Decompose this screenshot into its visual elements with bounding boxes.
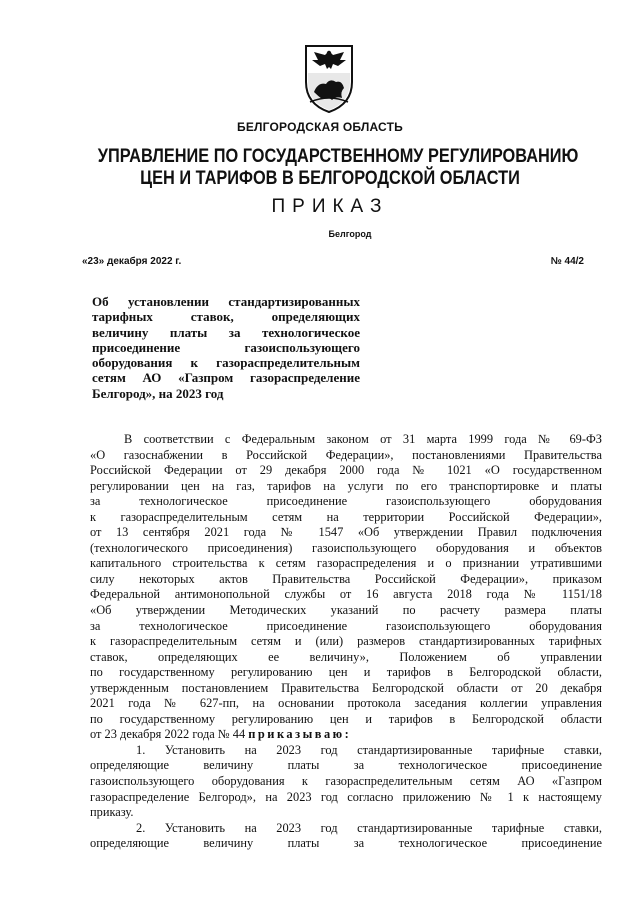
body-line: от 23 декабря 2022 года № 44 [90,727,246,742]
body-line: к газораспределительным сетям и (или) размеров стандартизированных тарифных [90,634,602,649]
item-1-line: 1. Установить на 2023 год стандартизированные тарифные ставки, [136,742,602,757]
body-line: регулировании цен на газ, тарифов на услуги по его транспортировке и платы [90,478,602,493]
body-line: утвержденным постановлением Правительства Белгородской области от 20 декабря [90,680,602,695]
body-line: «О газоснабжении в Российской Федерации», постановлениями Правительства [90,447,602,462]
subject-line: тарифных ставок, определяющих [92,309,360,325]
subject-block [92,294,360,401]
document-type: ПРИКАЗ [271,196,389,217]
body-line: от 13 сентября 2021 года № 1547 «Об утверждении Правил подключения [90,525,602,540]
subject-line: Об установлении стандартизированных [92,294,360,309]
region-name: БЕЛГОРОДСКАЯ ОБЛАСТЬ [237,120,403,134]
body-line: за технологическое присоединение газоиспользующего оборудования [90,494,602,509]
document-number: № 44/2 [550,256,584,267]
subject-line: величину платы за технологическое [92,324,360,340]
subject-line: присоединение газоиспользующего [92,339,360,355]
body-line: капитального строительства к сетям газораспределения и о признании утратившими [90,556,602,571]
item-2-line: определяющие величину платы за технологическое присоединение [90,836,602,851]
body-line: по государственному регулированию цен и тарифов в Белгородской области, [90,665,602,680]
coat-of-arms-icon [300,42,358,114]
body-line: В соответствии с Федеральным законом от 31 марта 1999 года № 69-ФЗ [124,432,602,446]
body-line: Федеральной антимонопольной службы от 16 августа 2018 года № 1151/18 [90,587,602,602]
body-line: 2021 года № 627-пп, на основании протокола заседания коллегии управления [90,696,602,711]
body-line: ставок, определяющих ее величину», Положением об управлении [90,649,602,664]
body-line: Российской Федерации от 29 декабря 2000 года № 1021 «О государственном [90,463,602,478]
city-name: Белгород [328,229,372,239]
document-date: «23» декабря 2022 г. [82,256,182,267]
agency-title-line: УПРАВЛЕНИЕ ПО ГОСУДАРСТВЕННОМУ РЕГУЛИРОВАНИЮ [97,146,579,167]
subject-line: Белгород», на 2023 год [92,385,224,401]
subject-line: сетям АО «Газпром газораспределение [92,370,360,386]
body-line: по государственному регулированию цен и тарифов в Белгородской области [90,711,602,726]
item-1-line: определяющие величину платы за технологическое присоединение [90,758,602,773]
order-word: приказываю: [248,727,352,742]
item-1-line: приказу. [90,805,134,820]
item-1-line: газоиспользующего оборудования к газораспределительным сетям АО «Газпром [90,774,602,789]
item-2-line: 2. Установить на 2023 год стандартизированные тарифные ставки, [136,820,602,835]
subject-line: оборудования к газораспределительным [92,355,360,371]
agency-title-line: ЦЕН И ТАРИФОВ В БЕЛГОРОДСКОЙ ОБЛАСТИ [140,168,520,189]
body-line-final [90,727,602,743]
agency-title [97,146,579,190]
item-1-line: газораспределение Белгород», на 2023 год согласно приложению № 1 к настоящему [90,789,602,804]
body-line: «Об утверждении Методических указаний по расчету размера платы [90,603,602,618]
body-text [90,432,602,852]
body-line: за технологическое присоединение газоиспользующего оборудования [90,618,602,633]
body-line: к газораспределительным сетям на территории Российской Федерации», [90,509,602,524]
body-line: силу некоторых актов Правительства Российской Федерации», приказом [90,571,602,586]
body-line: (технологического присоединения) газоиспользующего оборудования и объектов [90,540,602,555]
